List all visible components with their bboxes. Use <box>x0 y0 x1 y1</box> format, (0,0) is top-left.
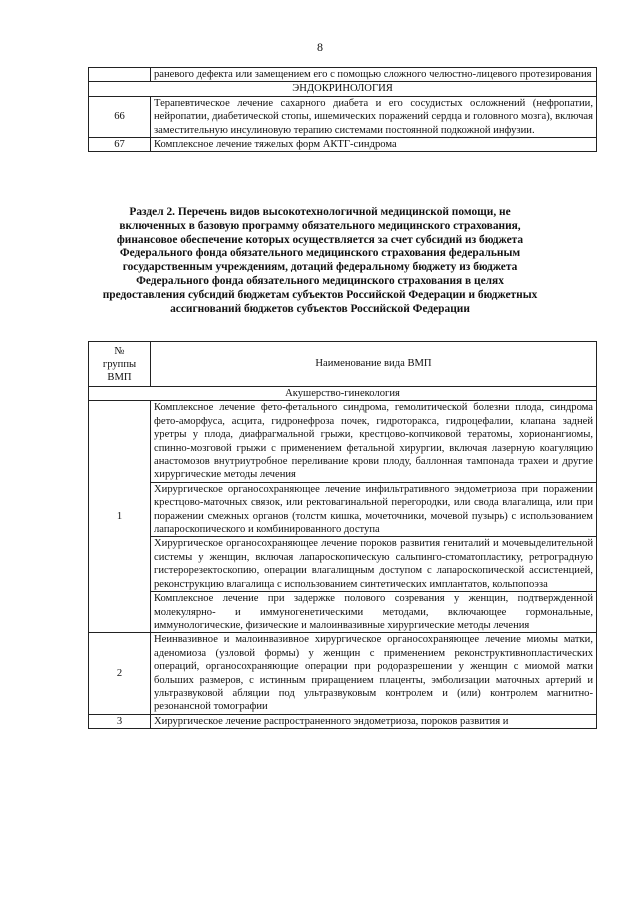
header-num-line: № <box>114 345 125 357</box>
row-number: 67 <box>89 138 151 152</box>
vmp-item: Хирургическое органосохраняющее лечение инфильтративного эндометриоза при поражении крестцово-маточных связок, или ректовагинальной перегородки, или свода влагалища, или при поражении смежных органов (толстм кишка, мочеточники, мочевой пузырь) с использованием лапароскопического и комбинированного доступа <box>151 482 597 537</box>
continuation-text: раневого дефекта или замещением его с помощью сложного челюстно-лицевого протезирования <box>151 68 597 82</box>
section-title-obstetrics: Акушерство-гинекология <box>89 387 597 401</box>
header-row <box>89 342 597 387</box>
table-row <box>89 68 597 82</box>
heading-line: предоставления субсидий бюджетам субъектов Российской Федерации и бюджетных <box>102 288 538 301</box>
header-num-line: группы <box>102 358 137 370</box>
vmp-item: Неинвазивное и малоинвазивное хирургическое органосохраняющее лечение миомы матки, аденомиоза (узловой формы) у женщин с применением реконструктивнопластических операций, органосохраняющие операции при родоразрешении у женщин с миомой матки больших размеров, с истинным приращением плаценты, эмболизации маточных артерий и ультразвуковой абляции под ультразвуковым контролем и (или) контролем магнитно-резонансной томографии <box>151 633 597 714</box>
header-vmp-name: Наименование вида ВМП <box>151 342 597 387</box>
heading-line: ассигнований бюджетов субъектов Российской Федерации <box>170 302 470 315</box>
row-text: Комплексное лечение тяжелых форм АКТГ-синдрома <box>151 138 597 152</box>
heading-line: финансовое обеспечение которых осуществляется за счет субсидий из бюджета <box>116 233 524 246</box>
heading-line: Федерального фонда обязательного медицинского страхования федеральным <box>119 247 521 260</box>
group-number: 2 <box>89 633 151 714</box>
row-number: 66 <box>89 96 151 137</box>
table-row <box>89 633 597 714</box>
table-cell-empty <box>89 68 151 82</box>
section-heading <box>75 206 565 316</box>
section-title-endocrinology: ЭНДОКРИНОЛОГИЯ <box>89 82 597 96</box>
heading-line: включенных в базовую программу обязательного медицинского страхования, <box>119 219 521 232</box>
section-row <box>89 82 597 96</box>
top-table <box>88 67 597 152</box>
table-row <box>89 537 597 592</box>
group-number: 3 <box>89 714 151 728</box>
heading-line: Федерального фонда обязательного медицинского страхования в целях <box>136 274 504 287</box>
vmp-item: Хирургическое лечение распространенного эндометриоза, пороков развития и <box>151 714 597 728</box>
table-row <box>89 482 597 537</box>
page-number: 8 <box>317 40 323 54</box>
main-table <box>88 341 597 729</box>
table-row <box>89 592 597 633</box>
table-row <box>89 714 597 728</box>
table-row <box>89 401 597 482</box>
vmp-item: Комплексное лечение при задержке полового созревания у женщин, подтвержденной молекулярно- и иммуногенетическими методами, включающее гормональные, иммунологические, физические и малоинвазивные хирургические методы лечения <box>151 592 597 633</box>
vmp-item: Хирургическое органосохраняющее лечение пороков развития гениталий и мочевыделительной системы у женщин, включая лапароскопическую сальпинго-стоматопластику, ретроградную гистерорезектоскопию, операции влагалищным доступом с лапароскопической ассистенцией, реконструкцию влагалища с использованием синтетических имплантатов, кольпопоэза <box>151 537 597 592</box>
header-num-line: ВМП <box>107 371 132 383</box>
group-number: 1 <box>89 401 151 633</box>
heading-line: Раздел 2. Перечень видов высокотехнологичной медицинской помощи, не <box>129 206 511 218</box>
header-group-number <box>89 342 151 387</box>
table-row <box>89 96 597 137</box>
table-row <box>89 138 597 152</box>
row-text: Терапевтическое лечение сахарного диабета и его сосудистых осложнений (нефропатии, нейропатии, диабетической стопы, ишемических поражений сердца и головного мозга), включая заместительную инсулиновую терапию системами постоянной подкожной инфузии. <box>151 96 597 137</box>
heading-line: государственным учреждениям, дотаций федеральному бюджету из бюджета <box>122 261 518 274</box>
section-row <box>89 387 597 401</box>
vmp-item: Комплексное лечение фето-фетального синдрома, гемолитической болезни плода, синдрома фето-аморфуса, асцита, гидронефроза почек, гидроторакса, гидроцефалии, клапана задней уретры у плода, диафрагмальной грыжи, крестцово-копчиковой тератомы, хорионангиомы, спинно-мозговой грыжи с применением фетальной хирургии, включая лазерную коагуляцию анастомозов внутриутробное переливание крови плоду, баллонная тампонада трахеи и другие хирургические методы лечения <box>151 401 597 482</box>
